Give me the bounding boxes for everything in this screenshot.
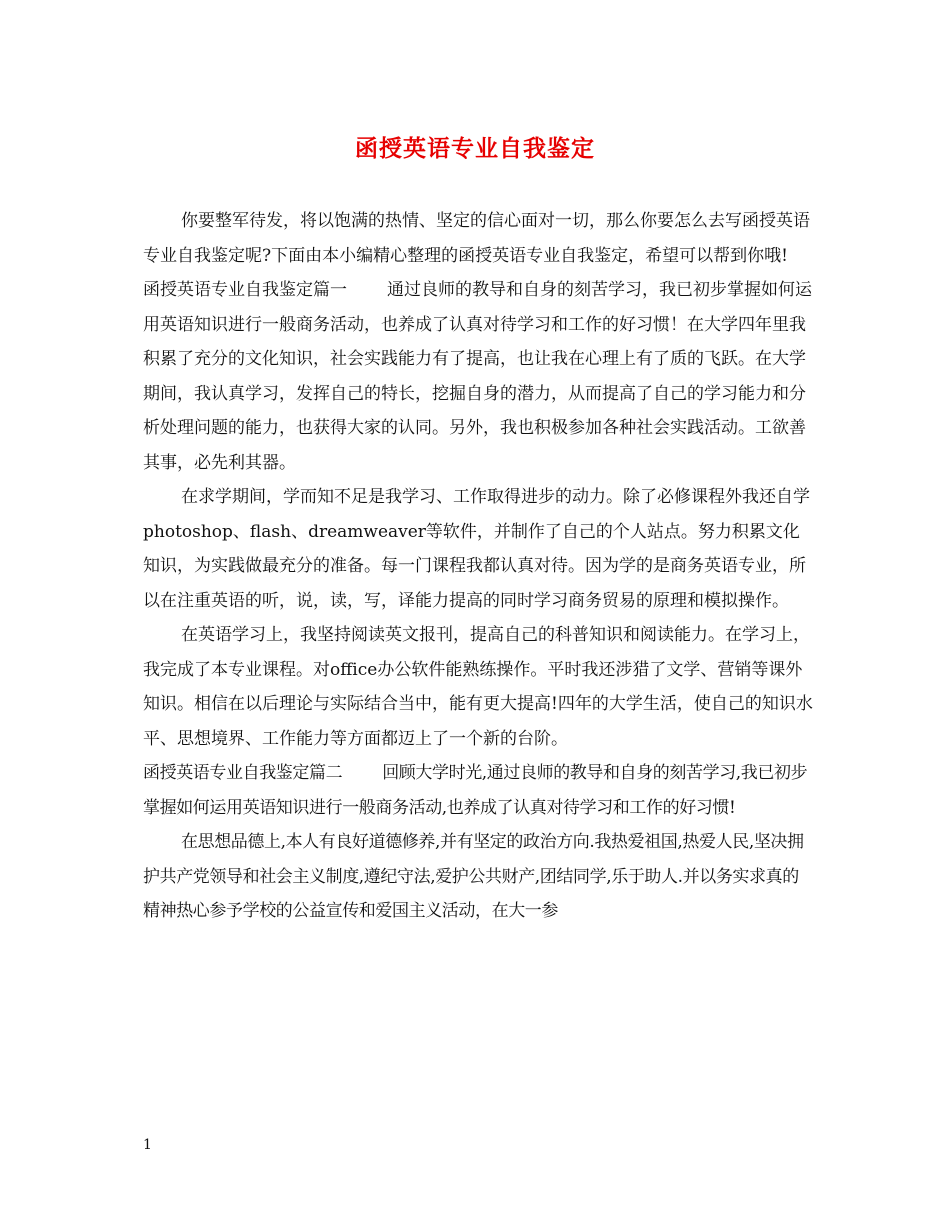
- paragraph-study: 在求学期间，学而知不足是我学习、工作取得进步的动力。除了必修课程外我还自学photoshop、flash、dreamweaver等软件，并制作了自己的个人站点。努力积累文化知识，为实践做最充分的准备。每一门课程我都认真对待。因为学的是商务英语专业，所以在注重英语的听，说，读，写，译能力提高的同时学习商务贸易的原理和模拟操作。: [143, 487, 810, 611]
- paragraph-morality: 在思想品德上,本人有良好道德修养,并有坚定的政治方向.我热爱祖国,热爱人民,坚决拥护共产党领导和社会主义制度,遵纪守法,爱护公共财产,团结同学,乐于助人.并以务实求真的精神热心参予学校的公益宣传和爱国主义活动，在大一参: [143, 832, 804, 921]
- section-one-heading: 函授英语专业自我鉴定篇一: [143, 280, 347, 300]
- section-two-paragraph: [143, 756, 815, 825]
- section-one-text: 通过良师的教导和自身的刻苦学习，我已初步掌握如何运用英语知识进行一般商务活动，也养成了认真对待学习和工作的好习惯！在大学四年里我积累了充分的文化知识，社会实践能力有了提高，也让我在心理上有了质的飞跃。在大学期间，我认真学习，发挥自己的特长，挖掘自身的潜力，从而提高了自己的学习能力和分析处理问题的能力，也获得大家的认同。另外，我也积极参加各种社会实践活动。工欲善其事，必先利其器。: [143, 280, 812, 473]
- page-number: 1: [143, 1137, 152, 1153]
- paragraph-english: 在英语学习上，我坚持阅读英文报刊，提高自己的科普知识和阅读能力。在学习上，我完成了本专业课程。对office办公软件能熟练操作。平时我还涉猎了文学、营销等课外知识。相信在以后理论与实际结合当中，能有更大提高!四年的大学生活，使自己的知识水平、思想境界、工作能力等方面都迈上了一个新的台阶。: [143, 625, 813, 749]
- document-body: [143, 204, 815, 929]
- document-title: 函授英语专业自我鉴定: [355, 135, 595, 162]
- section-two-text: 回顾大学时光,通过良师的教导和自身的刻苦学习,我已初步掌握如何运用英语知识进行一般商务活动,也养成了认真对待学习和工作的好习惯!: [143, 763, 808, 818]
- section-one-paragraph: [143, 273, 815, 480]
- intro-paragraph: 你要整军待发，将以饱满的热情、坚定的信心面对一切，那么你要怎么去写函授英语专业自我鉴定呢?下面由本小编精心整理的函授英语专业自我鉴定，希望可以帮到你哦!: [143, 211, 810, 266]
- section-two-heading: 函授英语专业自我鉴定篇二: [143, 763, 343, 783]
